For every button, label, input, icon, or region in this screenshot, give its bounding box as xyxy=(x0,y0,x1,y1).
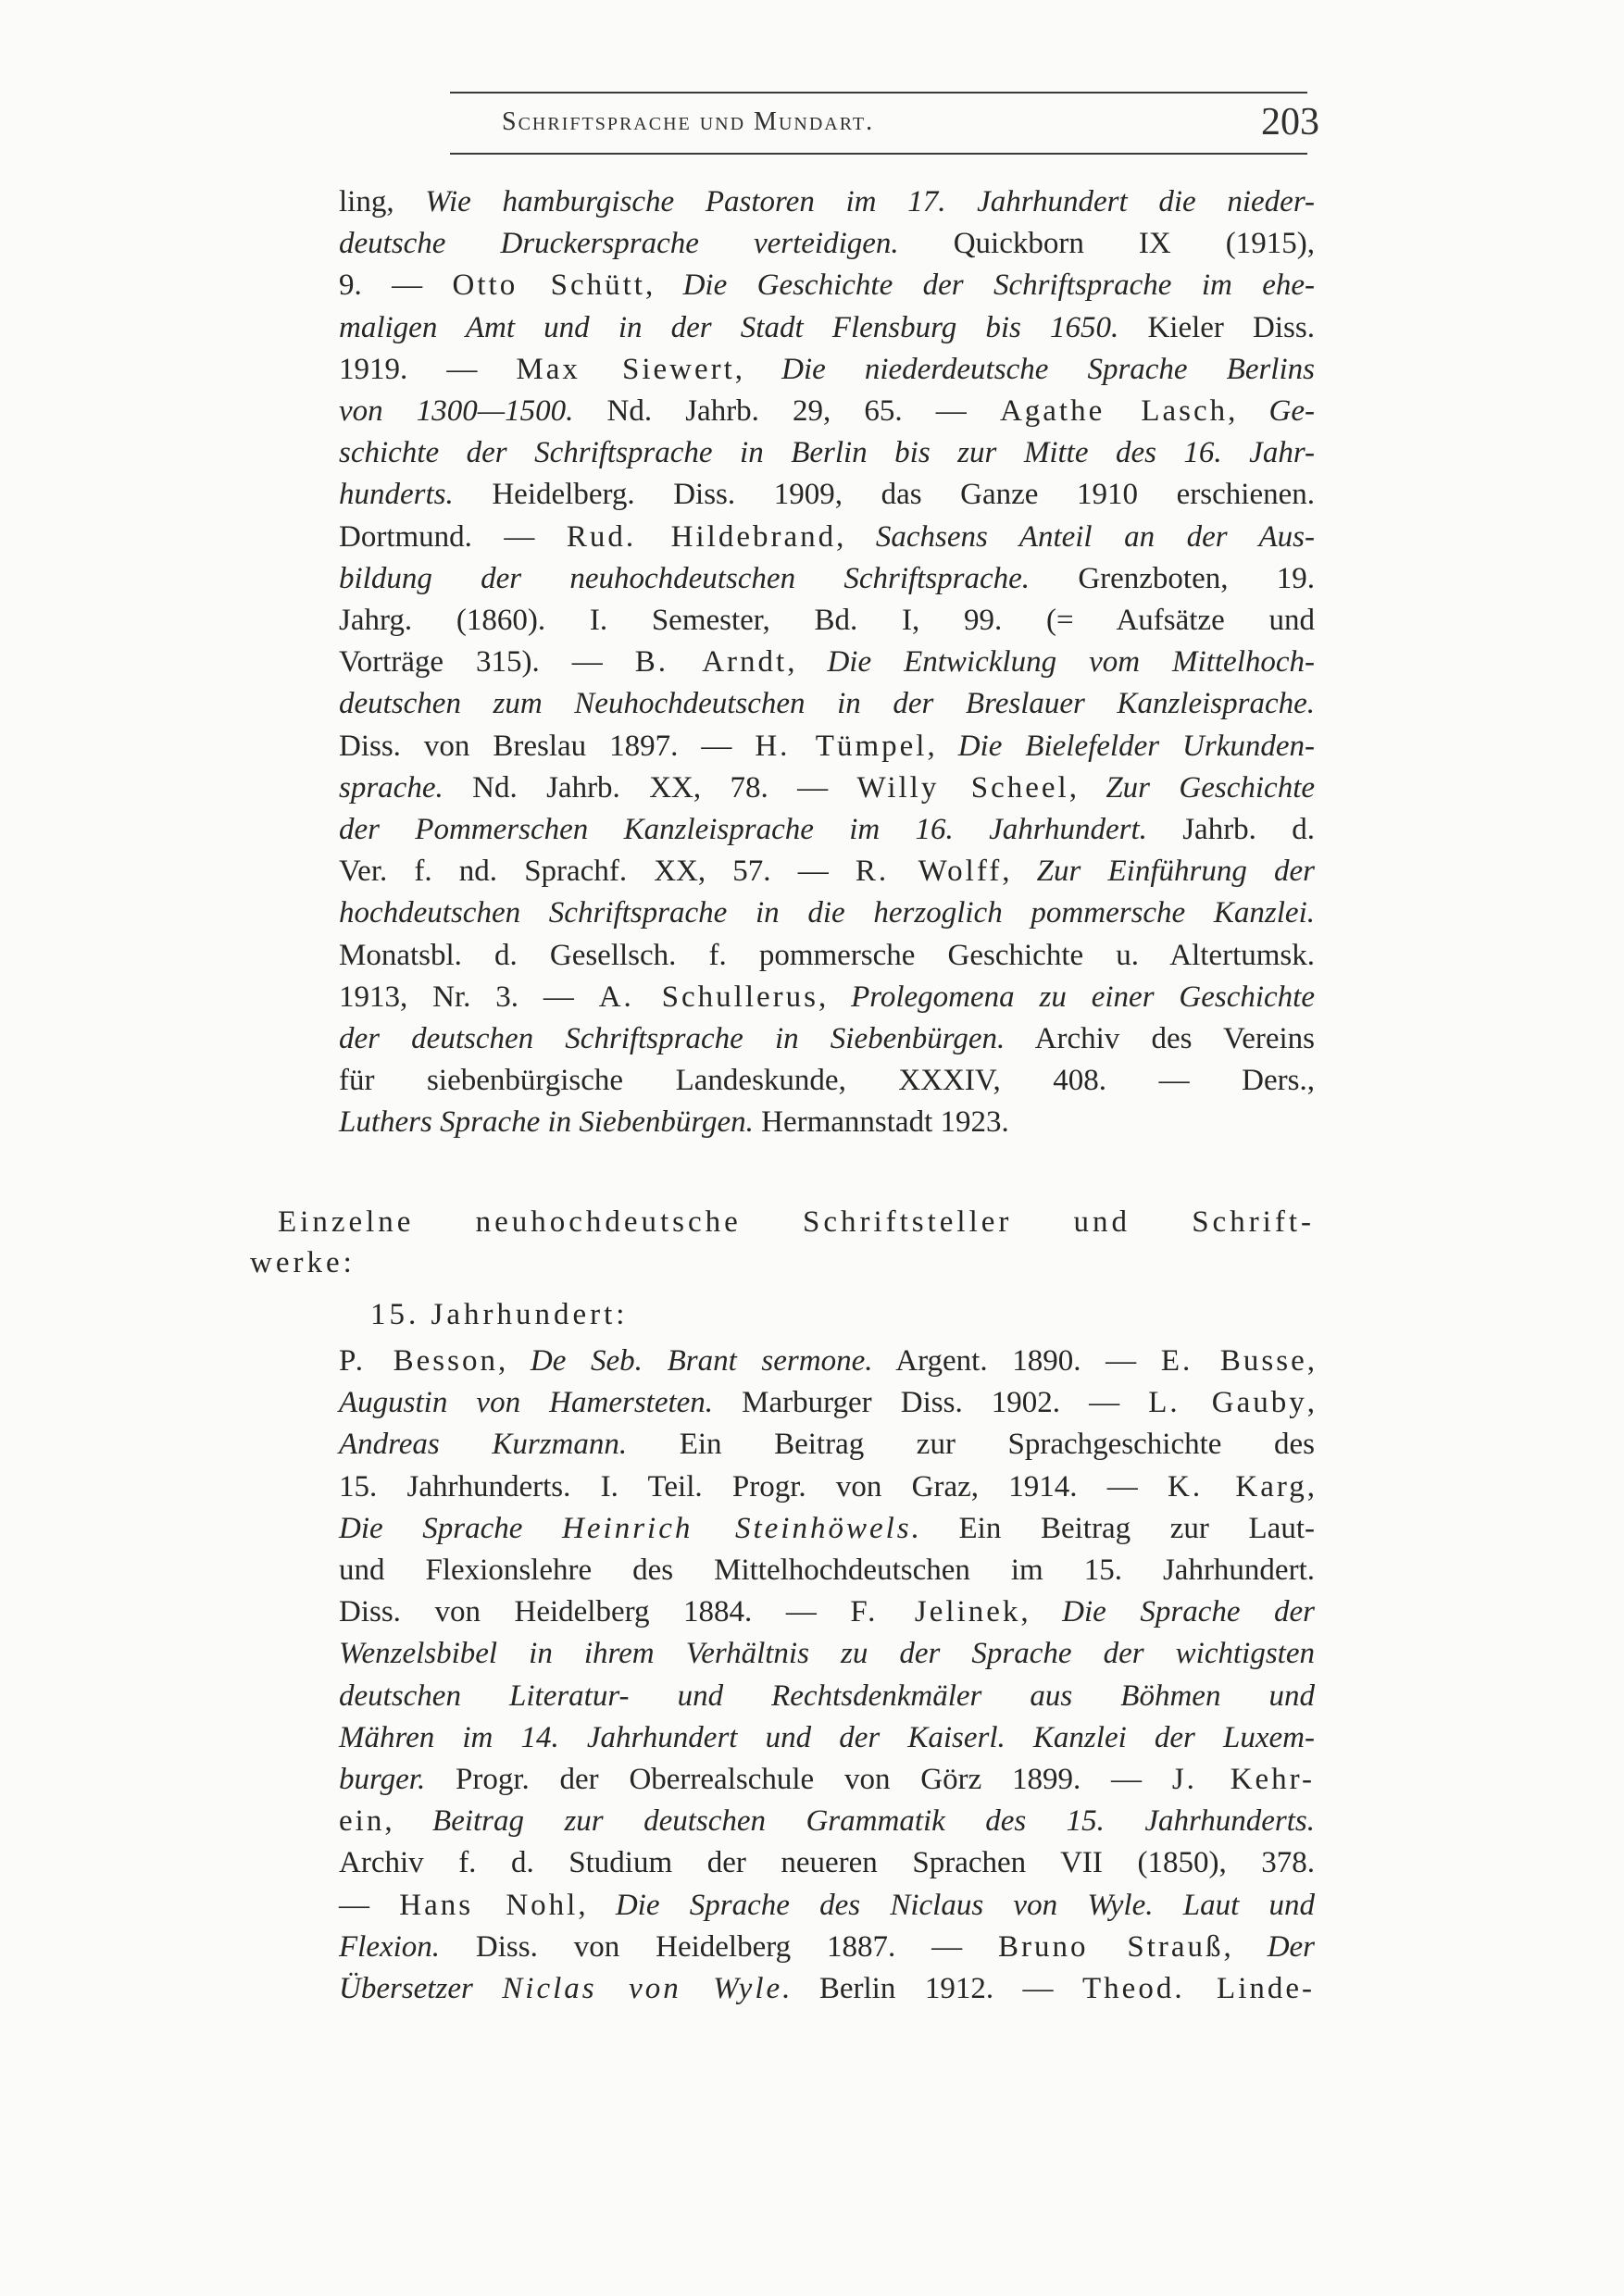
plain-text: Heidelberg. Diss. 1909, das Ganze 1910 erschienen. xyxy=(453,478,1315,512)
italic-title-text: Der xyxy=(1267,1929,1316,1964)
italic-title-text: deutsche Druckersprache verteidigen. xyxy=(339,227,899,261)
author-name-text: J. Kehr- xyxy=(1171,1763,1316,1796)
text-line xyxy=(339,1676,1315,1716)
italic-title-text: Mähren im 14. Jahrhundert und der Kaiserl. Kanzlei der Luxem- xyxy=(339,1720,1315,1754)
plain-text: , xyxy=(644,268,683,303)
plain-text: für siebenbürgische Landeskunde, XXXIV, 408. — Ders., xyxy=(339,1064,1315,1098)
text-line xyxy=(339,349,1315,390)
author-name-text: Willy Scheel xyxy=(856,770,1069,805)
plain-text: und Flexionslehre des Mittelhochdeutschen im 15. Jahrhundert. xyxy=(339,1554,1315,1587)
italic-title-text: . xyxy=(911,1511,919,1545)
section-heading-line-2: werke: xyxy=(250,1246,356,1279)
plain-text: , xyxy=(1306,1386,1316,1420)
plain-text: 9. — xyxy=(339,268,453,303)
plain-text: Kieler Diss. xyxy=(1118,310,1315,344)
plain-text: Vorträge 315). — xyxy=(339,645,635,680)
text-line xyxy=(339,851,1315,892)
italic-title-text: Wenzelsbibel in ihrem Verhältnis zu der Sprache der wichtigsten xyxy=(339,1637,1315,1671)
author-name-text: Theod. Linde- xyxy=(1082,1972,1316,2005)
plain-text: Nd. Jahrb. 29, 65. — xyxy=(573,394,1000,428)
italic-title-text: De Seb. Brant sermone. xyxy=(530,1344,873,1378)
plain-text: Archiv f. d. Studium der neueren Sprachen VII (1850), 378. xyxy=(339,1846,1315,1880)
italic-title-text: von 1300—1500. xyxy=(339,394,574,428)
plain-text: Diss. von Breslau 1897. — xyxy=(339,729,756,763)
plain-text: ling, xyxy=(339,185,426,218)
italic-title-text: Die Sprache des Niclaus von Wyle. Laut und xyxy=(615,1888,1316,1922)
text-line xyxy=(339,307,1315,348)
text-line xyxy=(339,1801,1315,1841)
text-line xyxy=(339,935,1315,976)
author-name-text: Hans Nohl xyxy=(399,1888,579,1922)
text-line xyxy=(339,517,1315,557)
text-line xyxy=(339,642,1315,682)
plain-text: 1919. — xyxy=(339,352,517,386)
text-line xyxy=(339,1842,1315,1883)
text-line xyxy=(339,391,1315,431)
text-line xyxy=(339,600,1315,641)
plain-text: Ver. f. nd. Sprachf. XX, 57. — xyxy=(339,855,856,889)
plain-text: , xyxy=(1020,1595,1063,1629)
plain-text: Ein Beitrag zur Laut- xyxy=(918,1511,1315,1545)
plain-text: , xyxy=(787,645,828,680)
author-name-text: F. Jelinek xyxy=(850,1595,1021,1629)
italic-title-text: Wie hamburgische Pastoren im 17. Jahrhundert die nieder- xyxy=(425,185,1316,218)
text-line xyxy=(339,1060,1315,1101)
plain-text: Progr. der Oberrealschule von Görz 1899. — xyxy=(425,1763,1172,1796)
section-heading-line-1: Einzelne neuhochdeutsche Schriftsteller und Schrift- xyxy=(278,1205,1315,1239)
author-name-text: Otto Schütt xyxy=(452,268,645,303)
italic-title-text: Die Geschichte der Schriftsprache im ehe- xyxy=(682,268,1316,303)
text-line xyxy=(339,892,1315,933)
plain-text: Jahrg. (1860). I. Semester, Bd. I, 99. (= Aufsätze und xyxy=(339,604,1315,637)
header-rule-top xyxy=(450,92,1307,94)
plain-text: , xyxy=(1306,1344,1316,1378)
italic-title-text: Niclas von Wyle xyxy=(502,1972,783,2005)
plain-text: , xyxy=(734,352,782,386)
text-line xyxy=(339,265,1315,306)
italic-title-text: schichte der Schriftsprache in Berlin bis zur Mitte des 16. Jahr- xyxy=(339,436,1315,470)
text-line xyxy=(339,474,1315,515)
text-line xyxy=(339,181,1315,222)
text-line xyxy=(339,1927,1315,1967)
italic-title-text: Zur Geschichte xyxy=(1106,770,1316,805)
italic-title-text: Flexion. xyxy=(339,1929,441,1964)
italic-title-text: bildung der neuhochdeutschen Schriftsprache. xyxy=(339,561,1031,595)
plain-text: Berlin 1912. — xyxy=(790,1972,1083,2005)
text-line xyxy=(339,1102,1315,1142)
plain-text: Marburger Diss. 1902. — xyxy=(713,1386,1149,1420)
italic-title-text: Prolegomena zu einer Geschichte xyxy=(851,980,1315,1014)
text-line xyxy=(339,558,1315,599)
text-line xyxy=(339,683,1315,724)
plain-text: , xyxy=(1002,855,1037,889)
text-line xyxy=(339,1424,1315,1465)
plain-text: Archiv des Vereins xyxy=(1005,1022,1315,1055)
italic-title-text: deutschen zum Neuhochdeutschen in der Breslauer Kanzleisprache. xyxy=(339,687,1315,721)
author-name-text: ein xyxy=(339,1804,385,1839)
text-line xyxy=(339,767,1315,808)
italic-title-text: Andreas Kurzmann. xyxy=(339,1428,628,1462)
text-line xyxy=(339,1717,1315,1758)
italic-title-text: hochdeutschen Schriftsprache in die herzoglich pommersche Kanzlei. xyxy=(339,896,1315,930)
author-name-text: Bruno Strauß xyxy=(998,1929,1224,1964)
author-name-text: Max Siewert xyxy=(516,352,735,386)
text-line xyxy=(339,726,1315,767)
plain-text: Quickborn IX (1915), xyxy=(898,227,1315,261)
plain-text: , xyxy=(1068,770,1106,805)
author-name-text: P. Besson xyxy=(339,1344,498,1378)
italic-title-text: Zur Einführung der xyxy=(1036,855,1315,889)
plain-text: , xyxy=(1306,1469,1316,1504)
plain-text: Ein Beitrag zur Sprachgeschichte des xyxy=(627,1428,1315,1462)
plain-text: 15. Jahrhunderts. I. Teil. Progr. von Graz, 1914. — xyxy=(339,1469,1168,1504)
plain-text: , xyxy=(818,980,852,1014)
italic-title-text: deutschen Literatur- und Rechtsdenkmäler aus Böhmen und xyxy=(339,1678,1315,1713)
text-line xyxy=(339,1466,1315,1507)
text-line xyxy=(339,1633,1315,1674)
plain-text: Jahrb. d. xyxy=(1146,813,1315,846)
text-line xyxy=(339,809,1315,850)
plain-text: Argent. 1890. — xyxy=(872,1344,1161,1378)
author-name-text: R. Wolff xyxy=(855,855,1003,889)
author-name-text: L. Gauby xyxy=(1148,1386,1307,1420)
italic-title-text: Luthers Sprache in Siebenbürgen. xyxy=(339,1105,754,1140)
plain-text: , xyxy=(578,1888,616,1922)
italic-title-text: Heinrich Steinhöwels xyxy=(562,1511,912,1545)
text-line xyxy=(339,432,1315,473)
italic-title-text: . xyxy=(782,1972,791,2005)
italic-title-text: Beitrag zur deutschen Grammatik des 15. Jahrhunderts. xyxy=(432,1804,1316,1839)
plain-text: , xyxy=(836,519,876,554)
italic-title-text: Die Sprache der xyxy=(1062,1595,1316,1629)
header-rule-bottom xyxy=(450,153,1307,155)
author-name-text: Rud. Hildebrand xyxy=(566,519,837,554)
italic-title-text: Die Sprache xyxy=(339,1511,563,1545)
plain-text: Monatsbl. d. Gesellsch. f. pommersche Geschichte u. Altertumsk. xyxy=(339,938,1315,972)
author-name-text: A. Schullerus xyxy=(598,980,818,1014)
italic-title-text: hunderts. xyxy=(339,478,454,512)
author-name-text: E. Busse xyxy=(1160,1344,1307,1378)
italic-title-text: Übersetzer xyxy=(339,1972,503,2005)
plain-text: , xyxy=(1228,394,1269,428)
plain-text: Diss. von Heidelberg 1887. — xyxy=(440,1929,998,1964)
plain-text: — xyxy=(339,1888,400,1922)
plain-text: Grenzboten, 19. xyxy=(1030,561,1315,595)
plain-text: , xyxy=(1223,1929,1268,1964)
text-line xyxy=(339,1885,1315,1926)
text-line xyxy=(339,1508,1315,1549)
text-line xyxy=(339,1591,1315,1632)
italic-title-text: sprache. xyxy=(339,770,443,805)
text-line xyxy=(339,1759,1315,1800)
text-line xyxy=(339,1018,1315,1059)
italic-title-text: der deutschen Schriftsprache in Siebenbürgen. xyxy=(339,1022,1006,1055)
text-line xyxy=(339,1341,1315,1381)
italic-title-text: Ge- xyxy=(1268,394,1315,428)
text-line xyxy=(339,1550,1315,1591)
running-head: Schriftsprache und Mundart. xyxy=(502,107,875,136)
italic-title-text: Augustin von Hamersteten. xyxy=(339,1386,714,1420)
author-name-text: B. Arndt xyxy=(634,645,788,680)
plain-text: Diss. von Heidelberg 1884. — xyxy=(339,1595,851,1629)
text-line xyxy=(339,977,1315,1017)
author-name-text: Agathe Lasch xyxy=(999,394,1229,428)
plain-text: 1913, Nr. 3. — xyxy=(339,980,599,1014)
italic-title-text: Sachsens Anteil an der Aus- xyxy=(875,519,1315,554)
page-number: 203 xyxy=(1261,101,1319,144)
text-line xyxy=(339,1382,1315,1423)
italic-title-text: Die niederdeutsche Sprache Berlins xyxy=(781,352,1315,386)
italic-title-text: Die Entwicklung vom Mittelhoch- xyxy=(827,645,1315,680)
italic-title-text: maligen Amt und in der Stadt Flensburg bis 1650. xyxy=(339,310,1119,344)
subsection-heading: 15. Jahrhundert: xyxy=(370,1298,629,1331)
plain-text: , xyxy=(497,1344,531,1378)
plain-text: Dortmund. — xyxy=(339,519,567,554)
author-name-text: H. Tümpel xyxy=(755,729,928,763)
plain-text: Hermannstadt 1923. xyxy=(753,1105,1009,1140)
plain-text: Nd. Jahrb. XX, 78. — xyxy=(443,770,857,805)
text-line xyxy=(339,223,1315,264)
plain-text: , xyxy=(384,1804,433,1839)
italic-title-text: burger. xyxy=(339,1763,426,1796)
text-line xyxy=(339,1968,1315,2009)
plain-text: , xyxy=(927,729,958,763)
italic-title-text: Die Bielefelder Urkunden- xyxy=(957,729,1315,763)
author-name-text: K. Karg xyxy=(1168,1469,1307,1504)
italic-title-text: der Pommerschen Kanzleisprache im 16. Jahrhundert. xyxy=(339,813,1147,846)
